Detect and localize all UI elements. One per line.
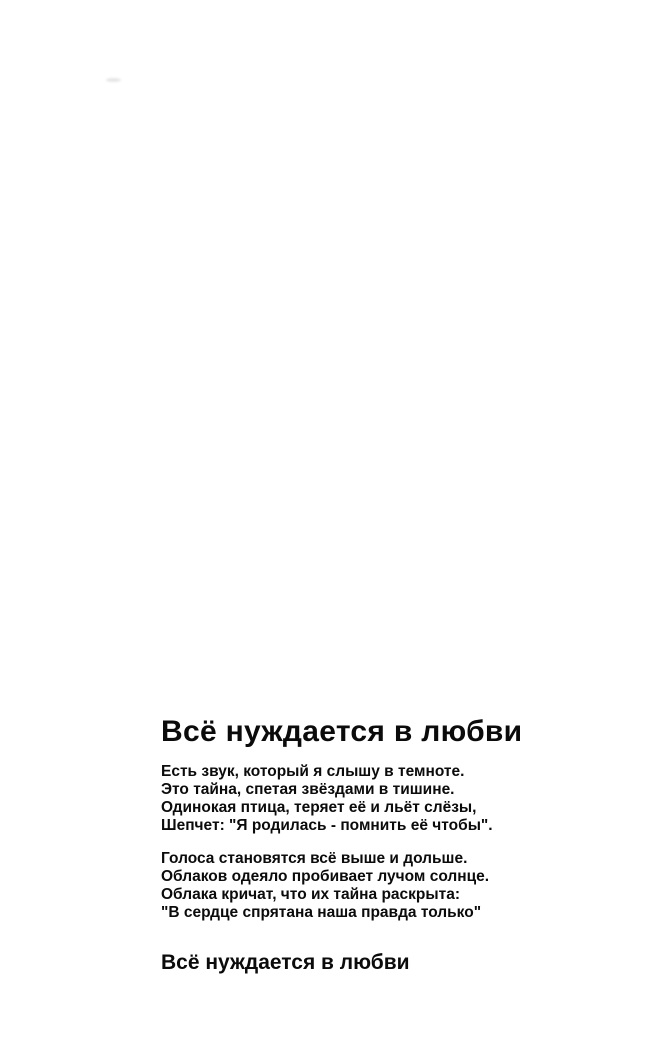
lyric-line: Есть звук, который я слышу в темноте. [161, 763, 465, 780]
lyric-line: Облака кричат, что их тайна раскрыта: [161, 886, 460, 903]
lyric-line: Шепчет: "Я родилась - помнить её чтобы". [161, 817, 493, 834]
stanza-1 [161, 763, 493, 835]
lyric-line: "В сердце спрятана наша правда только" [161, 904, 482, 921]
lyric-line: Облаков одеяло пробивает лучом солнце. [161, 868, 490, 885]
song-title: Всё нуждается в любви [161, 715, 523, 748]
stanza-2 [161, 850, 489, 922]
lyric-line: Это тайна, спетая звёздами в тишине. [161, 781, 455, 798]
scan-artifact [106, 78, 121, 82]
song-title-repeat: Всё нуждается в любви [161, 951, 410, 974]
lyric-line: Одинокая птица, теряет её и льёт слёзы, [161, 799, 477, 816]
lyric-line: Голоса становятся всё выше и дольше. [161, 850, 468, 867]
